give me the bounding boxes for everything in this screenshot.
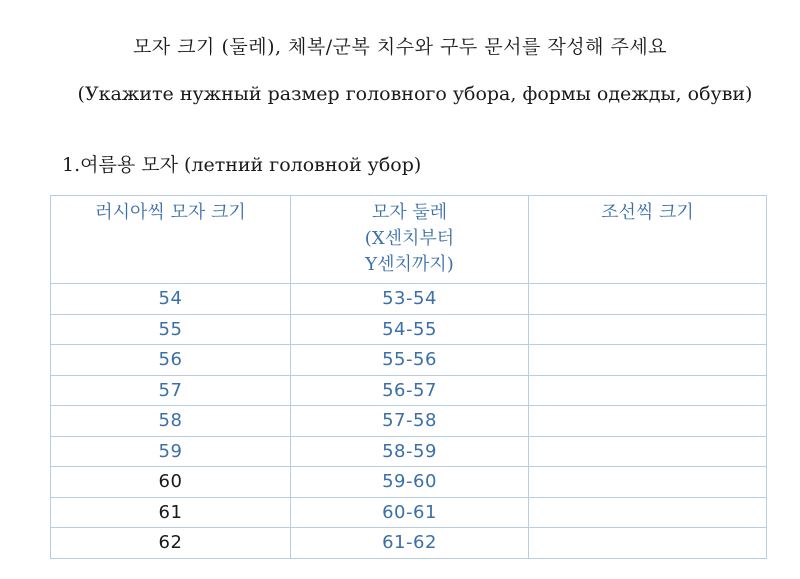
table-body	[51, 284, 767, 559]
cell-korean-size[interactable]	[529, 284, 767, 315]
table-header-row	[51, 196, 767, 284]
header-korean-size: 조선씩 크기	[529, 196, 767, 284]
cell-korean-size[interactable]	[529, 497, 767, 528]
table-row	[51, 528, 767, 559]
cell-circumference: 55-56	[291, 345, 529, 376]
cell-circumference: 54-55	[291, 314, 529, 345]
table-row	[51, 497, 767, 528]
section-title: 1.여름용 모자 (летний головной убор)	[62, 154, 422, 176]
cell-circumference: 53-54	[291, 284, 529, 315]
table-row	[51, 467, 767, 498]
cell-russian-size: 59	[51, 436, 291, 467]
cell-russian-size: 62	[51, 528, 291, 559]
cell-russian-size: 58	[51, 406, 291, 437]
cell-korean-size[interactable]	[529, 528, 767, 559]
cell-korean-size[interactable]	[529, 375, 767, 406]
cell-russian-size: 61	[51, 497, 291, 528]
cell-circumference: 60-61	[291, 497, 529, 528]
cell-korean-size[interactable]	[529, 314, 767, 345]
cell-russian-size: 55	[51, 314, 291, 345]
table-row	[51, 436, 767, 467]
cell-circumference: 59-60	[291, 467, 529, 498]
cell-russian-size: 56	[51, 345, 291, 376]
cell-circumference: 58-59	[291, 436, 529, 467]
table-row	[51, 345, 767, 376]
cell-circumference: 57-58	[291, 406, 529, 437]
document-heading-russian: (Укажите нужный размер головного убора, формы одежды, обуви)	[77, 83, 753, 105]
cell-russian-size: 57	[51, 375, 291, 406]
cell-russian-size: 54	[51, 284, 291, 315]
table-row	[51, 375, 767, 406]
header-circumference: 모자 둘레 (X센치부터 Y센치까지)	[291, 196, 529, 284]
cell-circumference: 56-57	[291, 375, 529, 406]
cell-korean-size[interactable]	[529, 406, 767, 437]
table-row	[51, 314, 767, 345]
cell-korean-size[interactable]	[529, 436, 767, 467]
cell-korean-size[interactable]	[529, 345, 767, 376]
table-row	[51, 406, 767, 437]
header-russian-size: 러시아씩 모자 크기	[51, 196, 291, 284]
cell-korean-size[interactable]	[529, 467, 767, 498]
hat-size-table	[50, 195, 767, 559]
cell-russian-size: 60	[51, 467, 291, 498]
document-heading-korean: 모자 크기 (둘레), 체복/군복 치수와 구두 문서를 작성해 주세요	[132, 36, 668, 58]
cell-circumference: 61-62	[291, 528, 529, 559]
table-row	[51, 284, 767, 315]
